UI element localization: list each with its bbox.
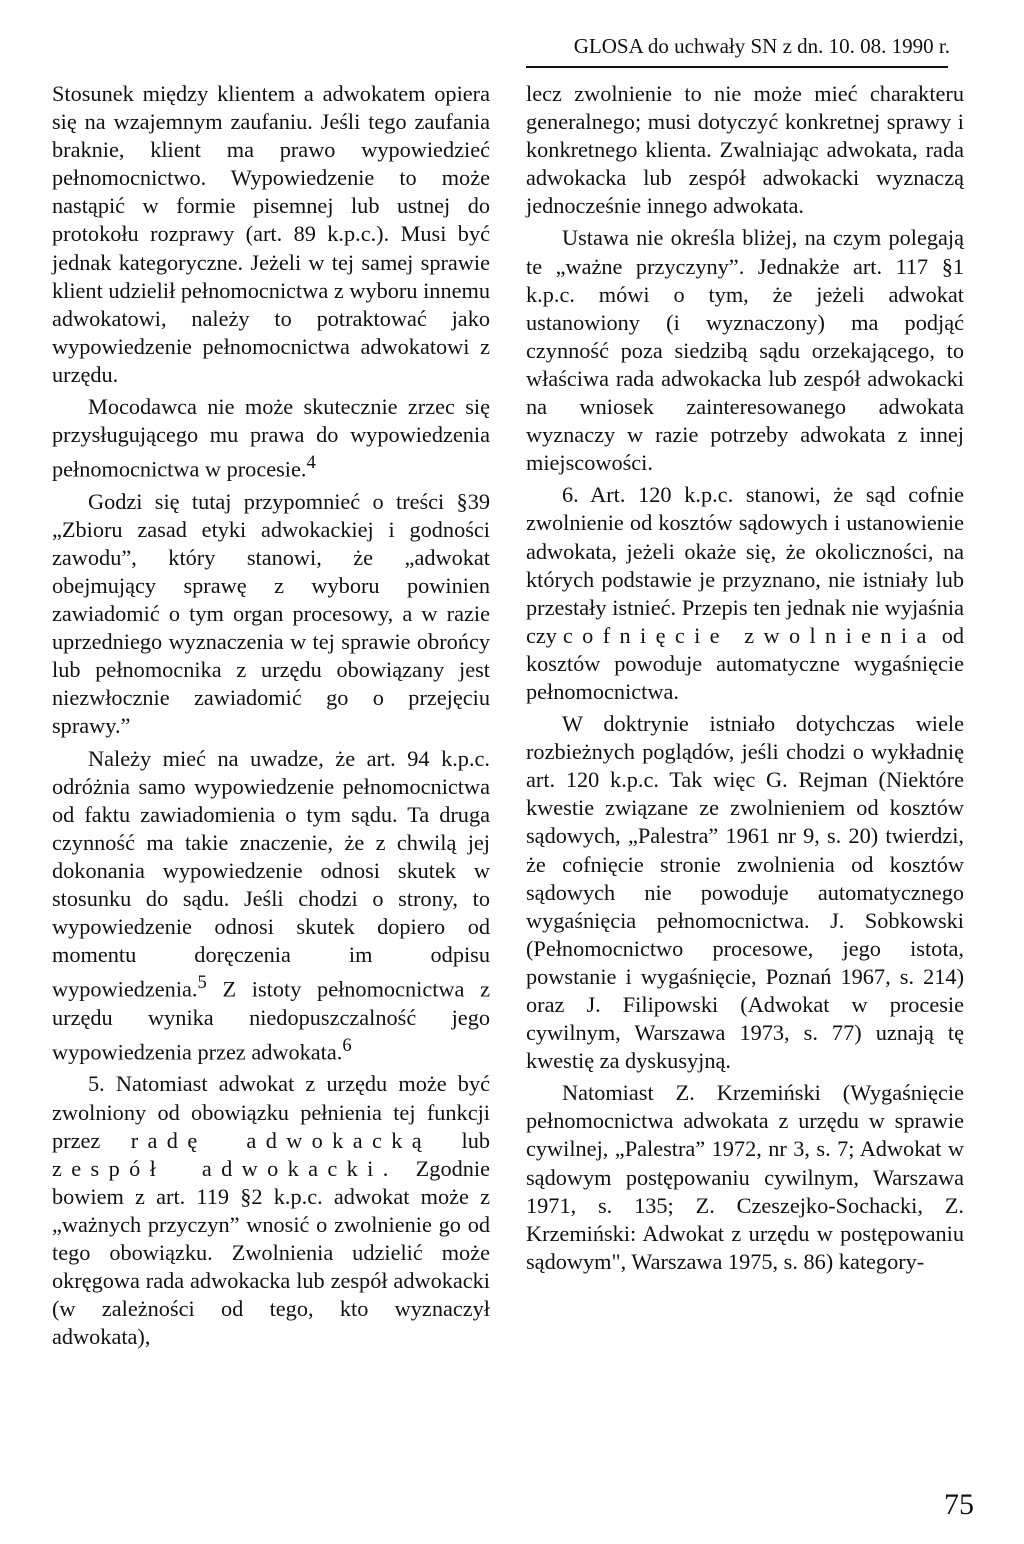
paragraph: W doktrynie istniało dotychczas wiele rozbieżnych poglądów, jeśli chodzi o wykładnię art. 120 k.p.c. Tak więc G. Rejman (Niektóre kwestie związane ze zwolnieniem od kosztów sądowych, „Palestra” 1961 nr 9, s. 20) twierdzi, że cofnięcie stronie zwolnienia od kosztów sądowych nie powoduje automatycznego wygaśnięcia pełnomocnictwa. J. Sobkowski (Pełnomocnictwo procesowe, jego istota, powstanie i wygaśnięcie, Poznań 1967, s. 214) oraz J. Filipowski (Adwokat w procesie cywilnym, Warszawa 1973, s. 77) uznają tę kwestię za dyskusyjną. — [526, 711, 964, 1074]
spaced-emphasis: radę adwokacką — [130, 1127, 432, 1153]
paragraph-text: od kosztów powoduje automatyczne wygaśnięcie pełnomocnictwa. — [526, 622, 965, 704]
paragraph — [52, 1070, 490, 1351]
paragraph: Stosunek między klientem a adwokatem opiera się na wzajemnym zaufaniu. Jeśli tego zaufania braknie, klient ma prawo wypowiedzieć pełnomocnictwo. Wypowiedzenie to może nastąpić w formie pisemnej lub ustnej do protokołu rozprawy (art. 89 k.p.c.). Musi być jednak kategoryczne. Jeżeli w tej samej sprawie klient udzielił pełnomocnictwa z wyboru innemu adwokatowi, należy to potraktować jako wypowiedzenie pełnomocnictwa adwokatowi z urzędu. — [52, 81, 490, 387]
left-column — [52, 80, 490, 1355]
paragraph — [52, 393, 490, 484]
page-number: 75 — [944, 1488, 974, 1521]
footnote-ref: 6 — [342, 1034, 352, 1056]
paragraph-text: 5. Natomiast adwokat z urzędu może być zwolniony od obowiązku pełnienia tej funkcji przez — [52, 1071, 490, 1153]
paragraph: Ustawa nie określa bliżej, na czym polegają te „ważne przyczyny”. Jednakże art. 117 §1 k.p.c. mówi o tym, że jeżeli adwokat ustanowiony (i wyznaczony) ma podjąć czynność poza siedzibą sądu orzekającego, to właściwa rada adwokacka lub zespół adwokacki na wniosek zainteresowanego adwokata wyznaczy w razie potrzeby adwokata z innej miejscowości. — [526, 225, 964, 476]
footnote-ref: 5 — [197, 972, 207, 994]
paragraph-text: Mocodawca nie może skutecznie zrzec się przysługującego mu prawa do wypowiedzenia pełnomocnictwa w procesie. — [52, 394, 490, 482]
paragraph: Natomiast Z. Krzemiński (Wygaśnięcie pełnomocnictwa adwokata z urzędu w sprawie cywilnej, „Palestra” 1972, nr 3, s. 7; Adwokat w sądowym postępowaniu cywilnym, Warszawa 1971, s. 135; Z. Czeszejko-Sochacki, Z. Krzemiński: Adwokat z urzędu w postępowaniu sądowym", Warszawa 1975, s. 86) kategory- — [526, 1080, 964, 1274]
paragraph: Godzi się tutaj przypomnieć o treści §39 „Zbioru zasad etyki adwokackiej i godności zawodu”, który stanowi, że „adwokat obejmujący sprawę z wyboru powinien zawiadomić o tym organ procesowy, a w razie uprzedniego wyznaczenia w tej sprawie obrońcy lub pełnomocnika z urzędu obowiązany jest niezwłocznie zawiadomić go o przejęciu sprawy.” — [52, 488, 490, 739]
paragraph-text: Z istoty pełnomocnictwa z urzędu wynika niedopuszczalność jego wypowiedzenia przez adwokata. — [52, 976, 490, 1065]
paragraph-text: lub — [431, 1127, 490, 1153]
paragraph — [52, 745, 490, 1067]
spaced-emphasis: cofnięcie zwolnienia — [562, 622, 936, 648]
paragraph: lecz zwolnienie to nie może mieć charakteru generalnego; musi dotyczyć konkretnej sprawy i konkretnego klienta. Zwalniając adwokata, rada adwokacka lub zespół adwokacki wyznaczą jednocześnie innego adwokata. — [526, 81, 964, 219]
spaced-emphasis: zespół adwokacki — [52, 1155, 383, 1181]
paragraph-text: Należy mieć na uwadze, że art. 94 k.p.c. odróżnia samo wypowiedzenie pełnomocnictwa od faktu zawiadomienia o tym sądu. Ta druga czynność ma takie znaczenie, że z chwilą jej dokonania wypowiedzenie odnosi skutek w stosunku do sądu. Jeśli chodzi o strony, to wypowiedzenie odnosi skutek dopiero od momentu doręczenia im odpisu wypowiedzenia. — [52, 745, 490, 1002]
running-header: GLOSA do uchwały SN z dn. 10. 08. 1990 r. — [573, 34, 950, 58]
paragraph-text: . Zgodnie bowiem z art. 119 §2 k.p.c. adwokat może z „ważnych przyczyn” wnosić o zwolnienie go od tego obowiązku. Zwolnienia udzielić może okręgowa rada adwokacka lub zespół adwokacki (w zależności od tego, kto wyznaczył adwokata), — [52, 1155, 490, 1350]
paragraph-text: 6. Art. 120 k.p.c. stanowi, że sąd cofnie zwolnienie od kosztów sądowych i ustanowienie adwokata, jeżeli okaże się, że okoliczności, na których podstawie je przyznano, nie istniały lub przestały istnieć. Przepis ten jednak nie wyjaśnia czy — [526, 482, 964, 648]
header-rule — [526, 66, 948, 68]
footnote-ref: 4 — [306, 452, 316, 474]
right-column — [526, 80, 964, 1280]
paragraph — [526, 481, 964, 706]
